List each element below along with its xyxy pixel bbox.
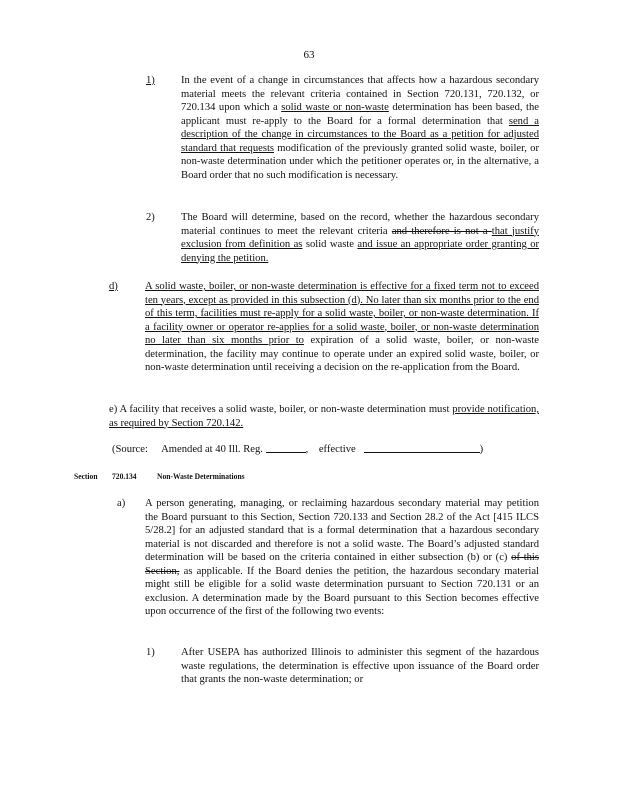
source-close: ): [479, 444, 484, 455]
paragraph-item-1: [181, 74, 539, 182]
text-run: After USEPA has authorized Illinois to administer this segment of the hazardous waste regulations, the determination is effective upon issuance of the Board order that grants the non-waste determination; or: [181, 647, 539, 685]
section-title: Non-Waste Determinations: [157, 471, 245, 481]
inserted-text: solid waste or non-waste: [281, 102, 389, 113]
text-run: The Board will determine, based on the record, whether the hazardous secondary material continues to meet the relevant criteria: [181, 212, 539, 237]
inserted-text: provide notification, as required by Section 720.142.: [109, 404, 539, 429]
paragraph-item-a1: [181, 646, 539, 687]
text-run: as applicable. If the Board denies the petition, the hazardous secondary material might still be eligible for a solid waste determination pursuant to Section 720.131 or an exclusion. A determination made by the Board pursuant to this Section becomes effective upon occurrence of the first of the following two events:: [145, 565, 539, 617]
item-label: a): [117, 498, 126, 509]
item-label: d): [109, 281, 118, 292]
inserted-text: and issue an appropriate order granting or denying the petition.: [181, 239, 540, 264]
inserted-text: send a description of the change in circumstances to the Board as a petition for adjusted standard that requests: [181, 115, 539, 154]
item-label: 1): [146, 75, 155, 86]
text-run: expiration of a solid waste, boiler, or non-waste determination, the facility may continue to operate under an expired solid waste, boiler, or non-waste determination until receiving a decision on the re-application from the Board.: [145, 335, 539, 373]
item-label: 1): [146, 647, 155, 658]
paragraph-item-d: [145, 280, 539, 375]
page-number: 63: [303, 49, 315, 61]
source-amended: Amended at 40 Ill. Reg.: [161, 444, 263, 455]
source-effective: effective: [318, 444, 356, 455]
deleted-text: of this Section,: [145, 552, 540, 577]
deleted-text: and therefore is not a: [391, 225, 492, 237]
blank-line: [266, 442, 306, 453]
paragraph-item-a: [145, 497, 539, 619]
source-open: (Source:: [112, 444, 148, 455]
item-label: 2): [146, 212, 155, 223]
inserted-text: A solid waste, boiler, or non-waste determination is effective for a fixed term not to exceed ten years, except as provided in this subsection (d). No later than six months prior to the end of this term, facilities must re-apply for a solid waste, boiler, or non-waste determination. If a facility owner or operator re-applies for a solid waste, boiler, or non-waste determination no later than six months prior to: [145, 281, 539, 346]
inserted-text: that justify exclusion from definition as: [181, 225, 539, 250]
text-run: determination has been based, the applicant must re-apply to the Board for a formal determination that: [181, 102, 539, 127]
text-run: In the event of a change in circumstances that affects how a hazardous secondary material meets the relevant criteria contained in Section 720.131, 720.132, or 720.134 upon which a: [181, 75, 539, 113]
text-run: solid waste: [302, 239, 358, 250]
section-word: Section: [74, 471, 98, 481]
text-run: modification of the previously granted solid waste, boiler, or non-waste determination under which the petitioner operates or, in the alternative, a Board order that no such modification is necessary.: [181, 142, 539, 181]
text-run: e) A facility that receives a solid waste, boiler, or non-waste determination must: [109, 404, 453, 415]
paragraph-item-e: [109, 403, 539, 430]
source-note: [112, 442, 483, 457]
blank-line: [364, 442, 480, 453]
section-number: 720.134: [112, 471, 137, 481]
text-run: A person generating, managing, or reclaiming hazardous secondary material may petition the Board pursuant to this Section, Section 720.133 and Section 28.2 of the Act [415 ILCS 5/28.2] for an adjusted standard that is a formal determination that a hazardous secondary material is not discarded and therefore is not a solid waste. The Board’s adjusted standard determination will be based on the criteria contained in either subsection (b) or (c): [145, 498, 539, 563]
source-comma: ,: [305, 444, 309, 455]
paragraph-item-2: [181, 211, 539, 265]
